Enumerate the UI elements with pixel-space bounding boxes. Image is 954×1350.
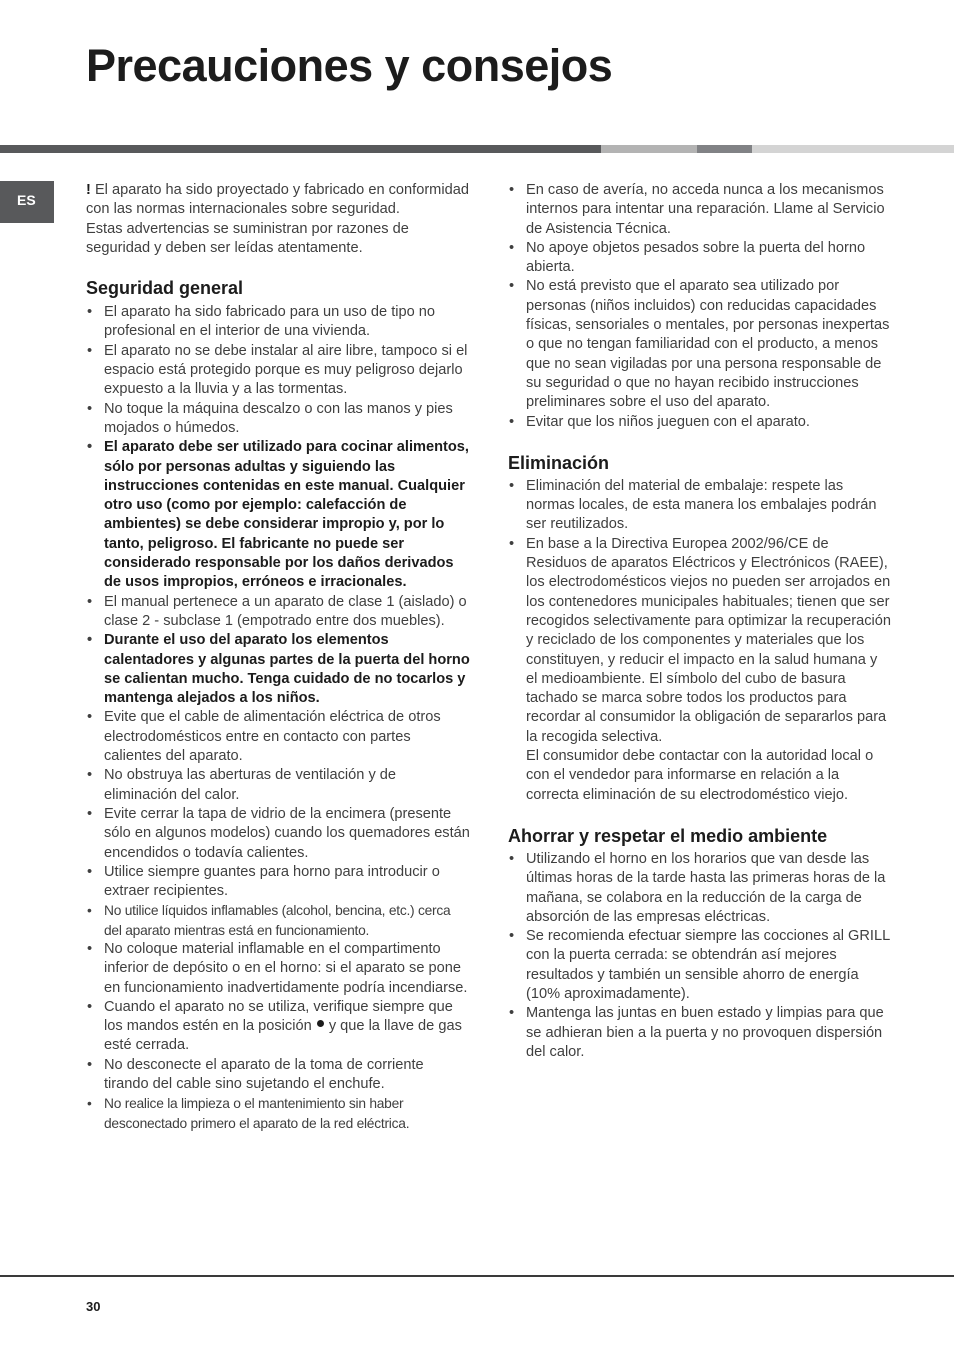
list-item: • No coloque material inflamable en el compartimento inferior de depósito o en el horno: si el aparato se pone en funcionamiento inadvertidamente podría incendiarse. [86,940,470,998]
page-title: Precauciones y consejos [86,40,613,91]
header-divider-bar [752,145,954,153]
intro-paragraph [86,181,470,258]
header-divider-bar [0,145,601,153]
list-item: • Utilice siempre guantes para horno para introducir o extraer recipientes. [86,863,470,902]
list-item: • No realice la limpieza o el mantenimiento sin haber desconectado primero el aparato de la red eléctrica. [86,1094,470,1133]
intro-line-1: El aparato ha sido proyectado y fabricado en conformidad con las normas internacionales sobre seguridad. [86,182,469,218]
eliminacion-list [508,477,892,747]
section-heading-eliminacion: Eliminación [508,452,610,473]
list-item: • Cuando el aparato no se utiliza, verifique siempre que los mandos estén en la posición y que la llave de gas esté cerrada. [86,998,470,1056]
footer-rule [0,1275,954,1277]
list-item: • Evitar que los niños jueguen con el aparato. [508,413,892,432]
list-item: • No utilice líquidos inflamables (alcohol, bencina, etc.) cerca del aparato mientras está en funcionamiento. [86,901,470,940]
eliminacion-note: El consumidor debe contactar con la autoridad local o con el vendedor para informarse en relación a la correcta eliminación de su electrodoméstico viejo. [526,748,874,803]
list-item: • No desconecte el aparato de la toma de corriente tirando del cable sino sujetando el enchufe. [86,1056,470,1095]
list-item: • En caso de avería, no acceda nunca a los mecanismos internos para intentar una reparación. Llame al Servicio de Asistencia Técnica. [508,181,892,239]
left-column [86,181,470,1133]
list-item: • Se recomienda efectuar siempre las cocciones al GRILL con la puerta cerrada: se obtendrán así mejores resultados y también un sensible ahorro de energía (10% aproximadamente). [508,927,892,1004]
list-item: • Mantenga las juntas en buen estado y limpias para que se adhieran bien a la puerta y no provoquen dispersión del calor. [508,1004,892,1062]
warning-exclamation: ! [86,182,91,198]
header-divider-bar [697,145,752,153]
list-item: • No está previsto que el aparato sea utilizado por personas (niños incluidos) con reducidas capacidades físicas, sensoriales o mentales, por personas inexpertas o que no tengan familiaridad con el producto, a menos que no sean vigiladas por una persona responsable de su seguridad o que no hayan recibido instrucciones preliminares sobre el uso del aparato. [508,277,892,412]
intro-line-2: Estas advertencias se suministran por razones de seguridad y deben ser leídas atentamente. [86,220,409,256]
list-item: • Eliminación del material de embalaje: respete las normas locales, de esta manera los embalajes podrán ser reutilizados. [508,477,892,535]
list-item: • Evite cerrar la tapa de vidrio de la encimera (presente sólo en algunos modelos) cuando los quemadores están encendidos o todavía calientes. [86,805,470,863]
list-item: • El aparato ha sido fabricado para un uso de tipo no profesional en el interior de una vivienda. [86,303,470,342]
list-item: • Evite que el cable de alimentación eléctrica de otros electrodomésticos entre en contacto con partes calientes del aparato. [86,708,470,766]
header-divider-bar [601,145,697,153]
list-item: • No toque la máquina descalzo o con las manos y pies mojados o húmedos. [86,400,470,439]
section-heading-ahorrar: Ahorrar y respetar el medio ambiente [508,825,828,846]
list-item: • En base a la Directiva Europea 2002/96/CE de Residuos de aparatos Eléctricos y Electrónicos (RAEE), los electrodomésticos viejos no pueden ser arrojados en los contenedores municipales habituales; tienen que ser recogidos selectivamente para optimizar la recuperación y reciclado de los componentes y materiales que los constituyen, y reducir el impacto en la salud humana y el medioambiente. El símbolo del cubo de basura tachado se marca sobre todos los productos para recordar al consumidor la obligación de separarlos para la recogida selectiva. [508,535,892,747]
list-item: • El aparato no se debe instalar al aire libre, tampoco si el espacio está protegido porque es muy peligroso dejarlo expuesto a la lluvia y a las tormentas. [86,342,470,400]
knob-off-position-icon [317,1020,324,1027]
list-item: • Durante el uso del aparato los elementos calentadores y algunas partes de la puerta del horno se calientan mucho. Tenga cuidado de no tocarlos y mantenga alejados a los niños. [86,631,470,708]
right-column [508,181,892,1062]
ahorrar-list [508,850,892,1062]
list-item: • El manual pertenece a un aparato de clase 1 (aislado) o clase 2 - subclase 1 (empotrado entre dos muebles). [86,593,470,632]
seguridad-list [86,303,470,1133]
list-item: • No obstruya las aberturas de ventilación y de eliminación del calor. [86,766,470,805]
section-heading-seguridad: Seguridad general [86,278,244,299]
seguridad-list-continued [508,181,892,432]
list-item: • Utilizando el horno en los horarios que van desde las últimas horas de la tarde hasta las primeras horas de la mañana, se colabora en la reducción de la carga de absorción de las empresas eléctricas. [508,850,892,927]
page-number: 30 [86,1299,101,1314]
list-item: • El aparato debe ser utilizado para cocinar alimentos, sólo por personas adultas y siguiendo las instrucciones contenidas en este manual. Cualquier otro uso (como por ejemplo: calefacción de ambientes) se debe considerar impropio y, por lo tanto, peligroso. El fabricante no puede ser considerado responsable por los daños derivados de usos impropios, erróneos e irracionales. [86,438,470,592]
list-item: • No apoye objetos pesados sobre la puerta del horno abierta. [508,239,892,278]
language-tab: ES [0,181,54,223]
